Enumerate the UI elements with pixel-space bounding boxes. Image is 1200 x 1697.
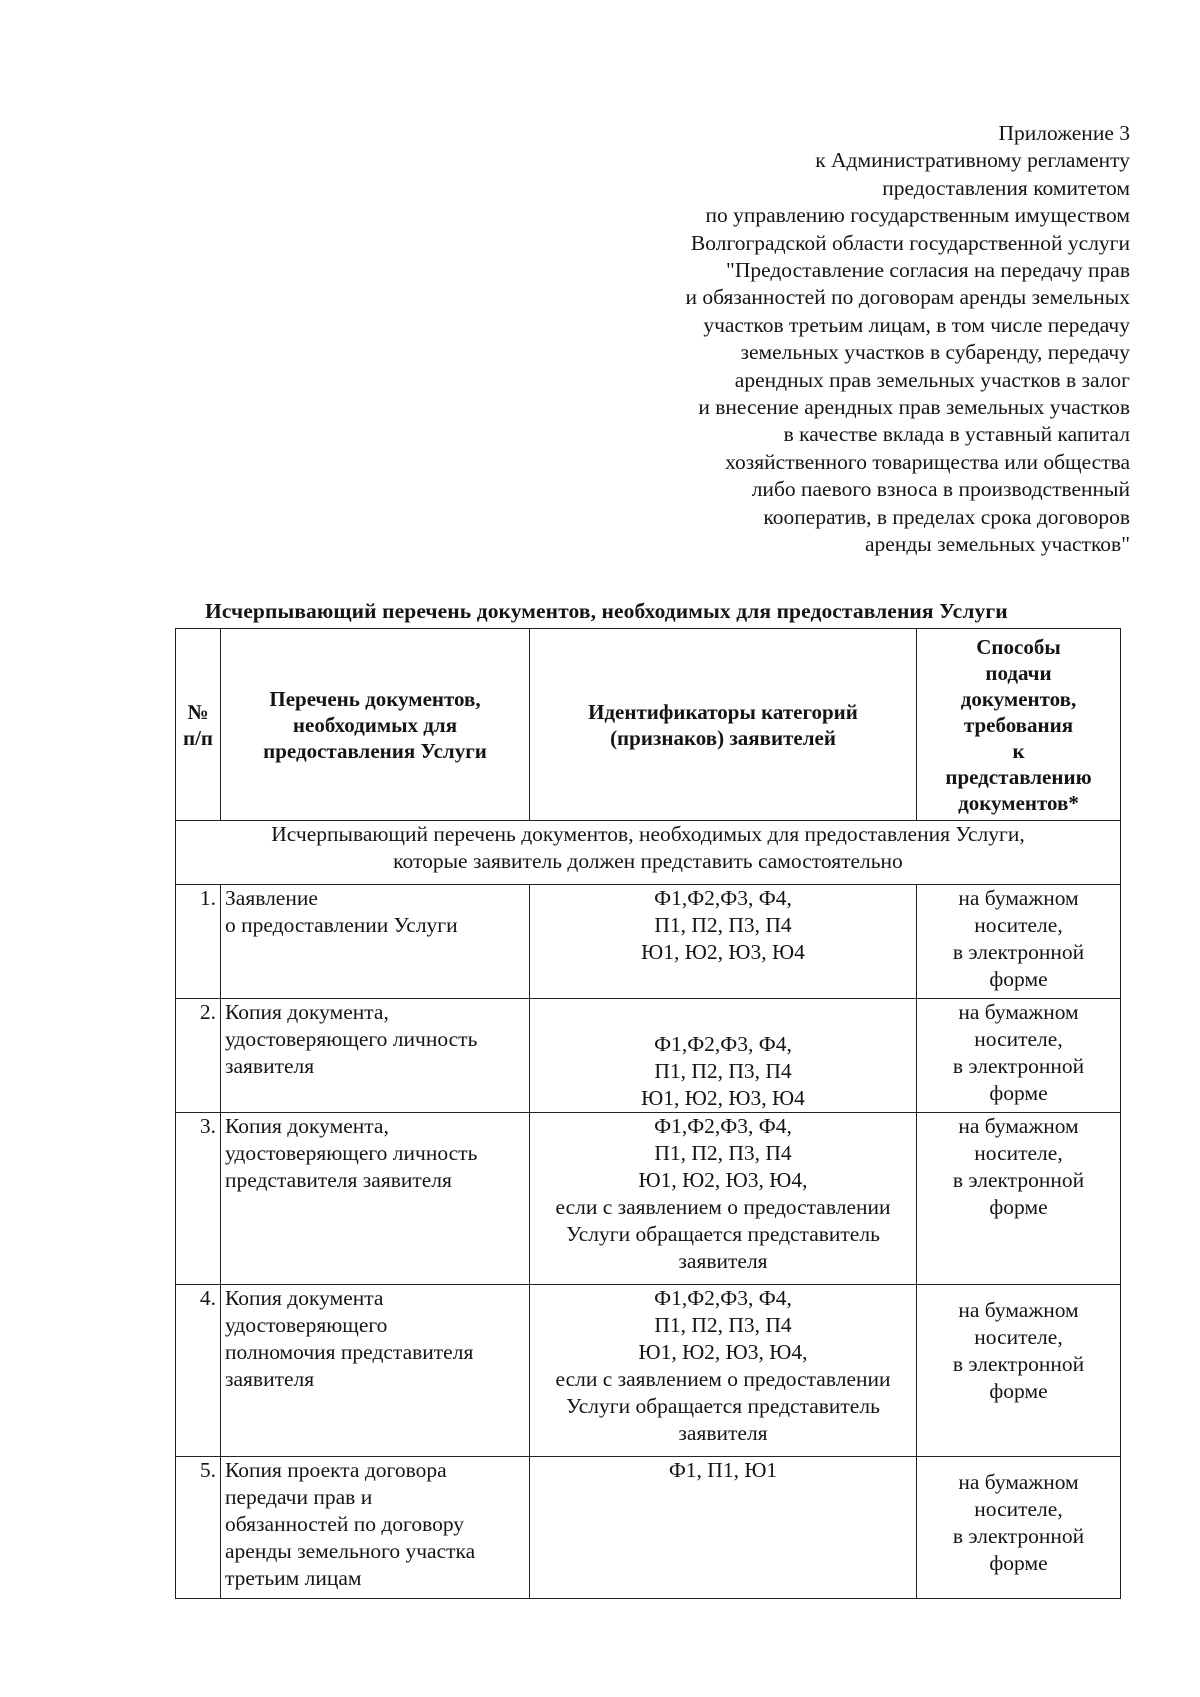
row-ways: [917, 999, 1121, 1113]
row-identifiers: [530, 1113, 917, 1285]
document-line: удостоверяющего личность: [225, 1141, 478, 1165]
header-ways-line: представлению: [945, 764, 1092, 789]
ways-line: на бумажном: [958, 1114, 1079, 1138]
header-ways: [917, 629, 1121, 821]
header-line: по управлению государственным имуществом: [705, 203, 1130, 228]
ways-line: в электронной: [952, 1524, 1085, 1548]
section-line: Исчерпывающий перечень документов, необходимых для предоставления Услуги,: [271, 822, 1025, 846]
row-ways: [917, 1457, 1121, 1599]
document-line: Копия документа: [225, 1286, 384, 1310]
row-document: [221, 1457, 530, 1599]
ways-line: на бумажном: [958, 1298, 1079, 1322]
document-line: удостоверяющего: [225, 1313, 388, 1337]
section-row: [176, 821, 1121, 885]
document-line: о предоставлении Услуги: [225, 913, 458, 937]
identifier-line: Услуги обращается представитель: [566, 1394, 880, 1418]
ways-line: носителе,: [974, 1141, 1063, 1165]
ways-line: форме: [989, 1081, 1048, 1105]
ways-line: носителе,: [974, 1497, 1063, 1521]
header-ways-line: требования: [963, 712, 1074, 737]
header-line: Приложение 3: [998, 121, 1130, 145]
header-documents-line: предоставления Услуги: [263, 738, 487, 763]
document-line: Копия документа,: [225, 1114, 389, 1138]
row-num: 4.: [176, 1285, 221, 1457]
header-line: либо паевого взноса в производственный: [751, 477, 1130, 502]
row-document: [221, 999, 530, 1113]
document-line: полномочия представителя: [225, 1340, 474, 1364]
ways-line: форме: [989, 1551, 1048, 1575]
header-line: арендных прав земельных участков в залог: [734, 367, 1130, 392]
document-line: Копия документа,: [225, 1000, 389, 1024]
header-line: к Административному регламенту: [815, 148, 1130, 173]
row-document: [221, 885, 530, 999]
document-line: заявителя: [225, 1367, 315, 1391]
row-num: 3.: [176, 1113, 221, 1285]
header-identifiers-line: Идентификаторы категорий: [588, 699, 858, 724]
ways-line: в электронной: [952, 1054, 1085, 1078]
ways-line: в электронной: [952, 1168, 1085, 1192]
identifier-line: заявителя: [678, 1421, 768, 1445]
header-documents-line: необходимых для: [292, 712, 458, 737]
appendix-header: [510, 120, 1130, 559]
document-line: передачи прав и: [225, 1485, 373, 1509]
header-documents-line: Перечень документов,: [269, 686, 481, 711]
document-line: удостоверяющего личность: [225, 1027, 478, 1051]
header-ways-line: к: [1012, 738, 1025, 763]
table-row: [176, 885, 1121, 999]
table-header-row: [176, 629, 1121, 821]
ways-line: в электронной: [952, 940, 1085, 964]
header-line: кооператив, в пределах срока договоров: [763, 504, 1130, 529]
identifier-line: Ф1, П1, Ю1: [668, 1458, 778, 1482]
ways-line: в электронной: [952, 1352, 1085, 1376]
identifier-line: Ю1, Ю2, Ю3, Ю4,: [638, 1340, 808, 1364]
identifier-line: если с заявлением о предоставлении: [555, 1367, 891, 1391]
identifier-line: Ю1, Ю2, Ю3, Ю4,: [638, 1168, 808, 1192]
row-identifiers: [530, 1457, 917, 1599]
header-line: участков третьим лицам, в том числе передачу: [703, 312, 1130, 337]
header-line: земельных участков в субаренду, передачу: [740, 340, 1130, 365]
ways-line: форме: [989, 1195, 1048, 1219]
row-num: 2.: [176, 999, 221, 1113]
header-ways-line: документов,: [960, 686, 1077, 711]
header-line: и обязанностей по договорам аренды земельных: [685, 285, 1130, 310]
row-ways: [917, 885, 1121, 999]
header-num-line: №: [187, 699, 209, 724]
ways-line: на бумажном: [958, 886, 1079, 910]
document-line: аренды земельного участка: [225, 1539, 476, 1563]
table-row: [176, 999, 1121, 1113]
header-line: предоставления комитетом: [882, 175, 1130, 200]
documents-table: [175, 628, 1121, 1599]
identifier-line: П1, П2, П3, П4: [654, 1141, 792, 1165]
document-line: представителя заявителя: [225, 1168, 452, 1192]
table-row: [176, 1457, 1121, 1599]
table-row: [176, 1285, 1121, 1457]
row-ways: [917, 1113, 1121, 1285]
ways-line: носителе,: [974, 913, 1063, 937]
identifier-line: П1, П2, П3, П4: [654, 1059, 792, 1083]
ways-line: носителе,: [974, 1027, 1063, 1051]
identifier-line: если с заявлением о предоставлении: [555, 1195, 891, 1219]
header-line: и внесение арендных прав земельных участков: [698, 395, 1130, 420]
header-line: "Предоставление согласия на передачу прав: [726, 258, 1130, 283]
header-ways-line: документов*: [958, 790, 1079, 815]
document-line: обязанностей по договору: [225, 1512, 465, 1536]
ways-line: на бумажном: [958, 1470, 1079, 1494]
header-num-line: п/п: [182, 725, 214, 750]
row-identifiers: [530, 885, 917, 999]
identifier-line: Ф1,Ф2,Ф3, Ф4,: [654, 1114, 792, 1138]
ways-line: носителе,: [974, 1325, 1063, 1349]
ways-line: форме: [989, 967, 1048, 991]
document-line: заявителя: [225, 1054, 315, 1078]
section-line: которые заявитель должен представить самостоятельно: [393, 849, 903, 873]
row-identifiers: [530, 999, 917, 1113]
header-line: хозяйственного товарищества или общества: [725, 449, 1130, 474]
header-ways-line: подачи: [985, 660, 1052, 685]
identifier-line: П1, П2, П3, П4: [654, 1313, 792, 1337]
row-num: 1.: [176, 885, 221, 999]
row-num: 5.: [176, 1457, 221, 1599]
document-line: Копия проекта договора: [225, 1458, 447, 1482]
header-num: [176, 629, 221, 821]
identifier-line: Ф1,Ф2,Ф3, Ф4,: [654, 886, 792, 910]
row-document: [221, 1113, 530, 1285]
header-documents: [221, 629, 530, 821]
table-title: Исчерпывающий перечень документов, необходимых для предоставления Услуги: [205, 599, 1008, 623]
table-row: [176, 1113, 1121, 1285]
header-line: аренды земельных участков": [865, 532, 1130, 557]
header-line: Волгоградской области государственной услуги: [690, 230, 1130, 255]
identifier-line: Ф1,Ф2,Ф3, Ф4,: [654, 1286, 792, 1310]
identifier-line: Ю1, Ю2, Ю3, Ю4: [641, 1086, 805, 1110]
identifier-line: заявителя: [678, 1249, 768, 1273]
row-identifiers: [530, 1285, 917, 1457]
ways-line: на бумажном: [958, 1000, 1079, 1024]
row-ways: [917, 1285, 1121, 1457]
identifier-line: Услуги обращается представитель: [566, 1222, 880, 1246]
section-heading: [176, 821, 1121, 885]
identifier-line: Ф1,Ф2,Ф3, Ф4,: [654, 1032, 792, 1056]
header-identifiers: [530, 629, 917, 821]
header-ways-line: Способы: [976, 634, 1061, 659]
header-identifiers-line: (признаков) заявителей: [610, 725, 836, 750]
document-line: Заявление: [225, 886, 318, 910]
identifier-line: Ю1, Ю2, Ю3, Ю4: [641, 940, 805, 964]
row-document: [221, 1285, 530, 1457]
document-line: третьим лицам: [225, 1566, 362, 1590]
identifier-line: П1, П2, П3, П4: [654, 913, 792, 937]
ways-line: форме: [989, 1379, 1048, 1403]
header-line: в качестве вклада в уставный капитал: [783, 422, 1130, 447]
